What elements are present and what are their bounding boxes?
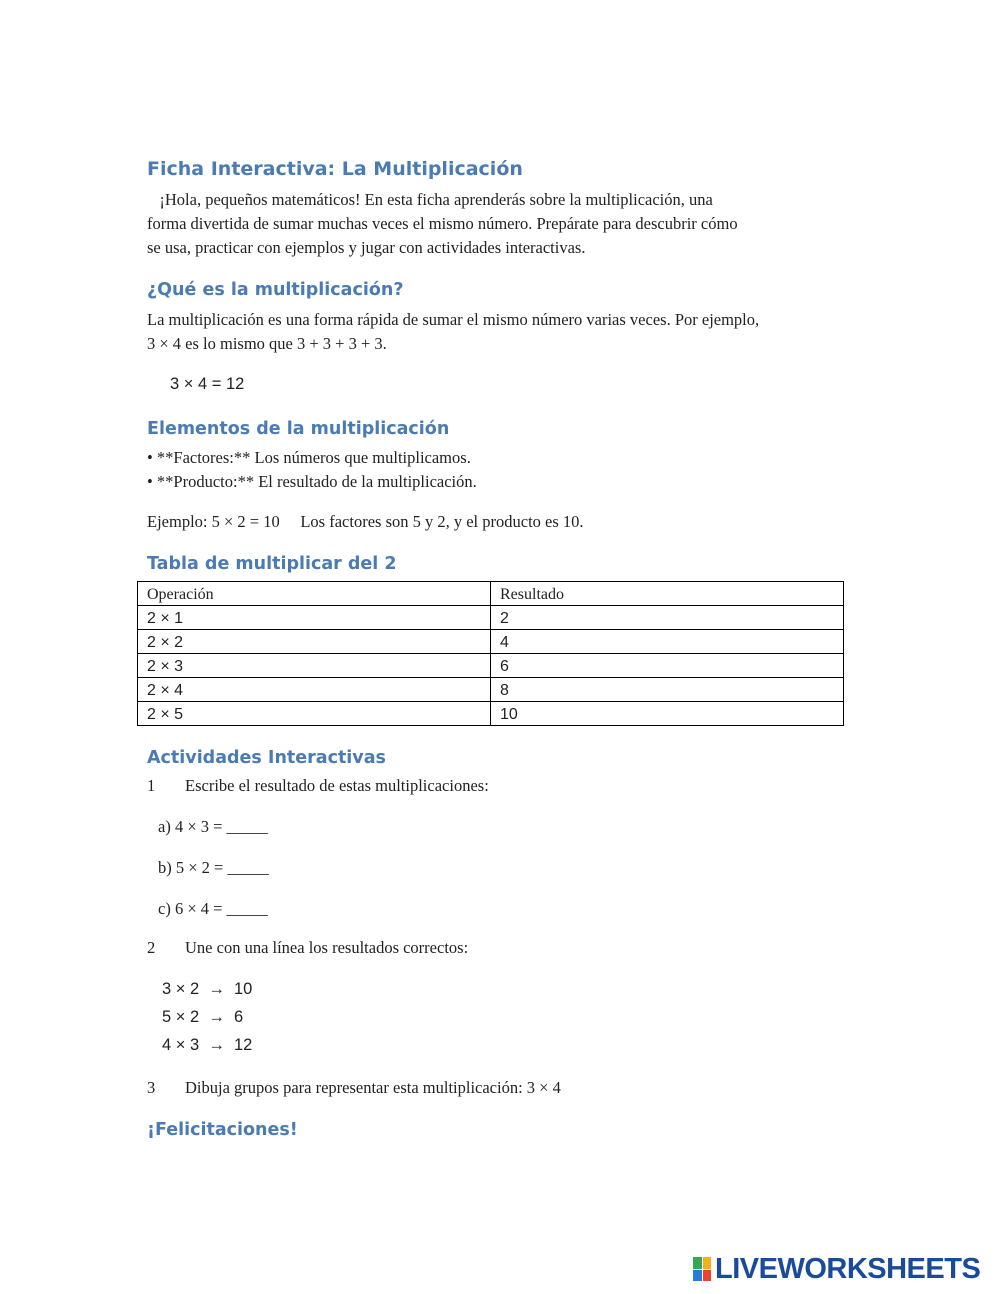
intro-line: se usa, practicar con ejemplos y jugar con actividades interactivas.	[147, 238, 586, 257]
logo-square	[693, 1270, 702, 1282]
table-cell: 2	[491, 606, 844, 630]
table-cell: 10	[491, 702, 844, 726]
page-title: Ficha Interactiva: La Multiplicación	[147, 158, 523, 180]
logo-square	[703, 1257, 712, 1269]
table-cell: 2 × 5	[138, 702, 491, 726]
multiplication-table	[137, 581, 844, 726]
activity-1-item[interactable]: a) 4 × 3 = _____	[158, 817, 268, 836]
logo-square	[703, 1270, 712, 1282]
activity-2-instruction: Une con una línea los resultados correctos:	[185, 938, 469, 957]
liveworksheets-logo	[693, 1254, 980, 1284]
column-header: Resultado	[491, 582, 844, 606]
activity-number: 3	[147, 1078, 156, 1097]
section-heading-elements: Elementos de la multiplicación	[147, 419, 450, 439]
match-item[interactable]: 3 × 2 → 10	[162, 980, 253, 998]
table-cell: 2 × 2	[138, 630, 491, 654]
table-cell: 2 × 4	[138, 678, 491, 702]
section-heading-what-is: ¿Qué es la multiplicación?	[147, 280, 404, 300]
what-is-text: La multiplicación es una forma rápida de sumar el mismo número varias veces. Por ejemplo,	[147, 310, 760, 329]
table-cell: 4	[491, 630, 844, 654]
table-cell: 2 × 1	[138, 606, 491, 630]
match-item[interactable]: 5 × 2 → 6	[162, 1008, 244, 1026]
bullet-factors: • **Factores:** Los números que multiplicamos.	[147, 448, 471, 467]
table-cell: 2 × 3	[138, 654, 491, 678]
match-item[interactable]: 4 × 3 → 12	[162, 1036, 253, 1054]
intro-paragraph	[147, 188, 867, 260]
table-row	[138, 678, 844, 702]
logo-mark-icon	[693, 1257, 711, 1281]
activity-3-instruction: Dibuja grupos para representar esta multiplicación: 3 × 4	[185, 1078, 561, 1097]
table-cell: 6	[491, 654, 844, 678]
bullet-product: • **Producto:** El resultado de la multiplicación.	[147, 472, 477, 491]
activity-1-instruction: Escribe el resultado de estas multiplicaciones:	[185, 776, 489, 795]
elements-example: Ejemplo: 5 × 2 = 10 Los factores son 5 y 2, y el producto es 10.	[147, 512, 584, 531]
activity-1-item[interactable]: b) 5 × 2 = _____	[158, 858, 269, 877]
what-is-text: 3 × 4 es lo mismo que 3 + 3 + 3 + 3.	[147, 334, 387, 353]
logo-square	[693, 1257, 702, 1269]
closing-heading: ¡Felicitaciones!	[147, 1120, 298, 1140]
table-cell: 8	[491, 678, 844, 702]
table-row	[138, 630, 844, 654]
logo-text: LIVEWORKSHEETS	[715, 1252, 981, 1285]
section-heading-activities: Actividades Interactivas	[147, 748, 386, 768]
intro-line: ¡Hola, pequeños matemáticos! En esta ficha aprenderás sobre la multiplicación, una	[147, 190, 713, 209]
intro-line: forma divertida de sumar muchas veces el mismo número. Prepárate para descubrir cómo	[147, 214, 738, 233]
table-row	[138, 654, 844, 678]
activity-number: 1	[147, 776, 156, 795]
activity-number: 2	[147, 938, 156, 957]
table-row	[138, 606, 844, 630]
activity-1-item[interactable]: c) 6 × 4 = _____	[158, 899, 268, 918]
table-row	[138, 702, 844, 726]
table-header-row	[138, 582, 844, 606]
example-equation: 3 × 4 = 12	[170, 375, 245, 393]
column-header: Operación	[138, 582, 491, 606]
section-heading-table: Tabla de multiplicar del 2	[147, 554, 397, 574]
